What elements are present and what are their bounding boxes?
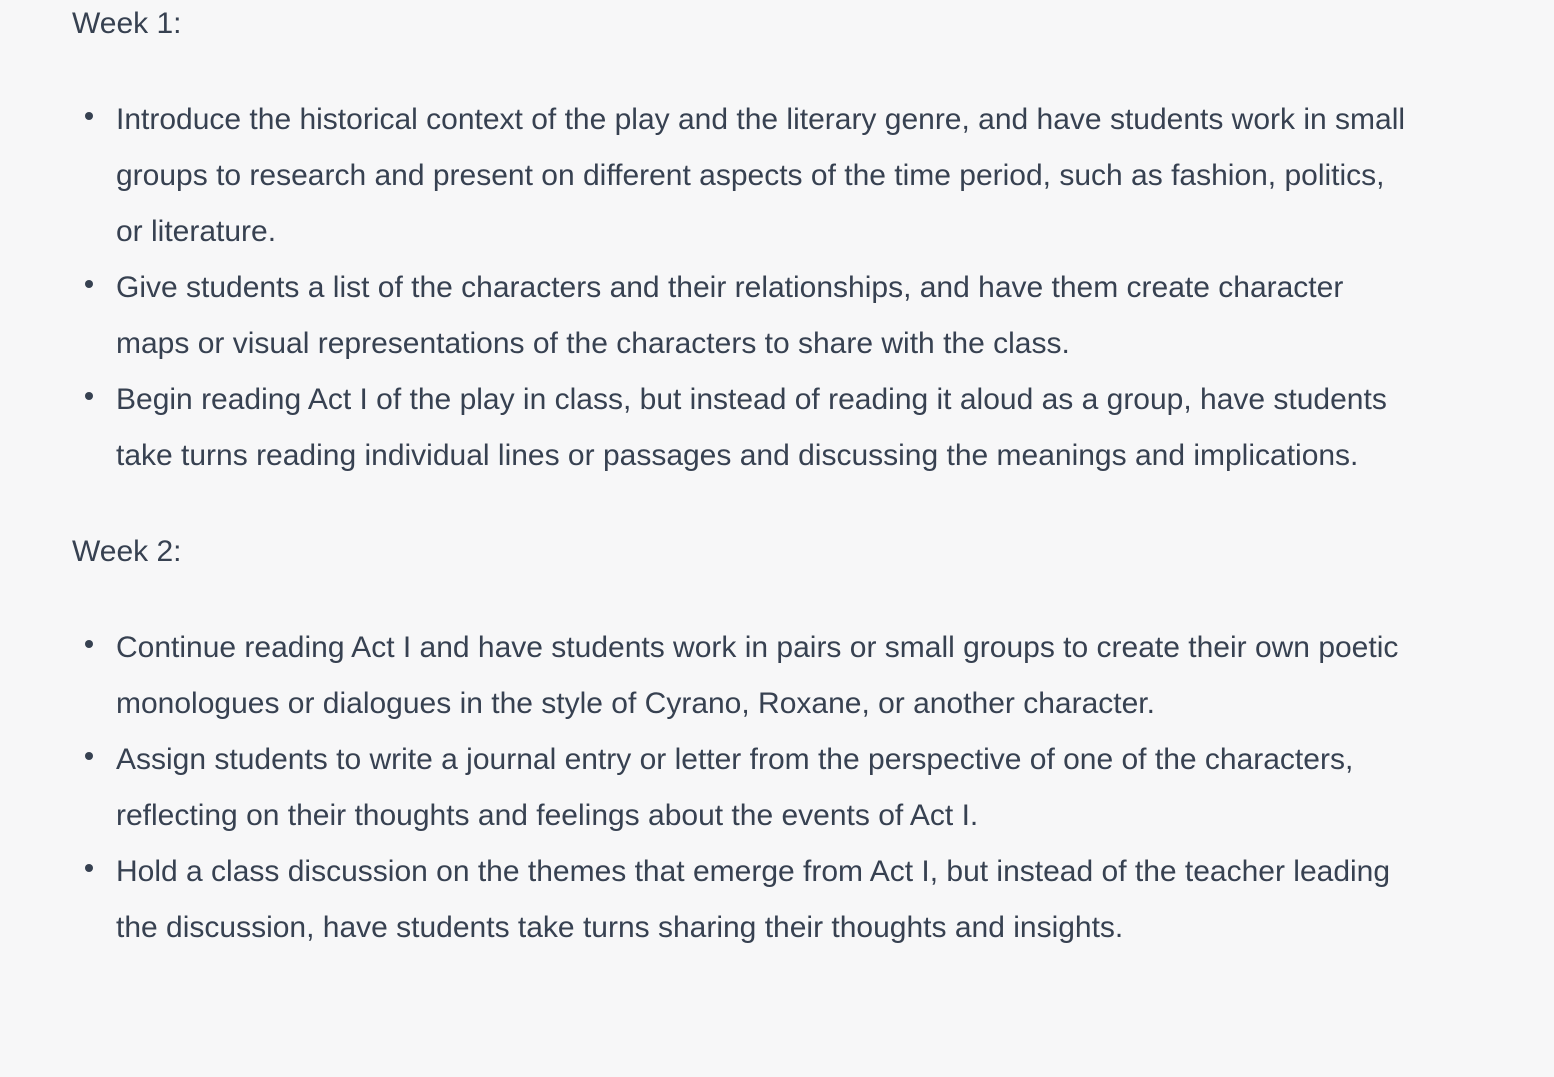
bullet-icon xyxy=(85,112,93,120)
list-item xyxy=(72,260,1412,372)
bullet-icon xyxy=(85,640,93,648)
bullet-icon xyxy=(85,392,93,400)
list-item xyxy=(72,372,1412,484)
week-1-heading: Week 1: xyxy=(72,7,182,40)
list-item-text: Introduce the historical context of the play and the literary genre, and have students work in small groups to research and present on different aspects of the time period, such as fashion, politics, or literature. xyxy=(116,103,1406,248)
list-item xyxy=(72,92,1412,260)
list-item-text: Hold a class discussion on the themes that emerge from Act I, but instead of the teacher leading the discussion, have students take turns sharing their thoughts and insights. xyxy=(116,855,1391,944)
list-item xyxy=(72,732,1412,844)
list-item xyxy=(72,844,1412,956)
list-item-text: Assign students to write a journal entry or letter from the perspective of one of the characters, reflecting on their thoughts and feelings about the events of Act I. xyxy=(116,743,1354,832)
list-item-text: Continue reading Act I and have students work in pairs or small groups to create their own poetic monologues or dialogues in the style of Cyrano, Roxane, or another character. xyxy=(116,631,1399,720)
bullet-icon xyxy=(85,864,93,872)
lesson-plan-content xyxy=(72,0,1412,996)
list-item-text: Give students a list of the characters and their relationships, and have them create character maps or visual representations of the characters to share with the class. xyxy=(116,271,1344,360)
week-1-list xyxy=(72,92,1412,484)
week-2-list xyxy=(72,620,1412,956)
week-2-heading: Week 2: xyxy=(72,535,182,568)
list-item xyxy=(72,620,1412,732)
list-item-text: Begin reading Act I of the play in class, but instead of reading it aloud as a group, have students take turns reading individual lines or passages and discussing the meanings and implications. xyxy=(116,383,1387,472)
bullet-icon xyxy=(85,280,93,288)
bullet-icon xyxy=(85,752,93,760)
